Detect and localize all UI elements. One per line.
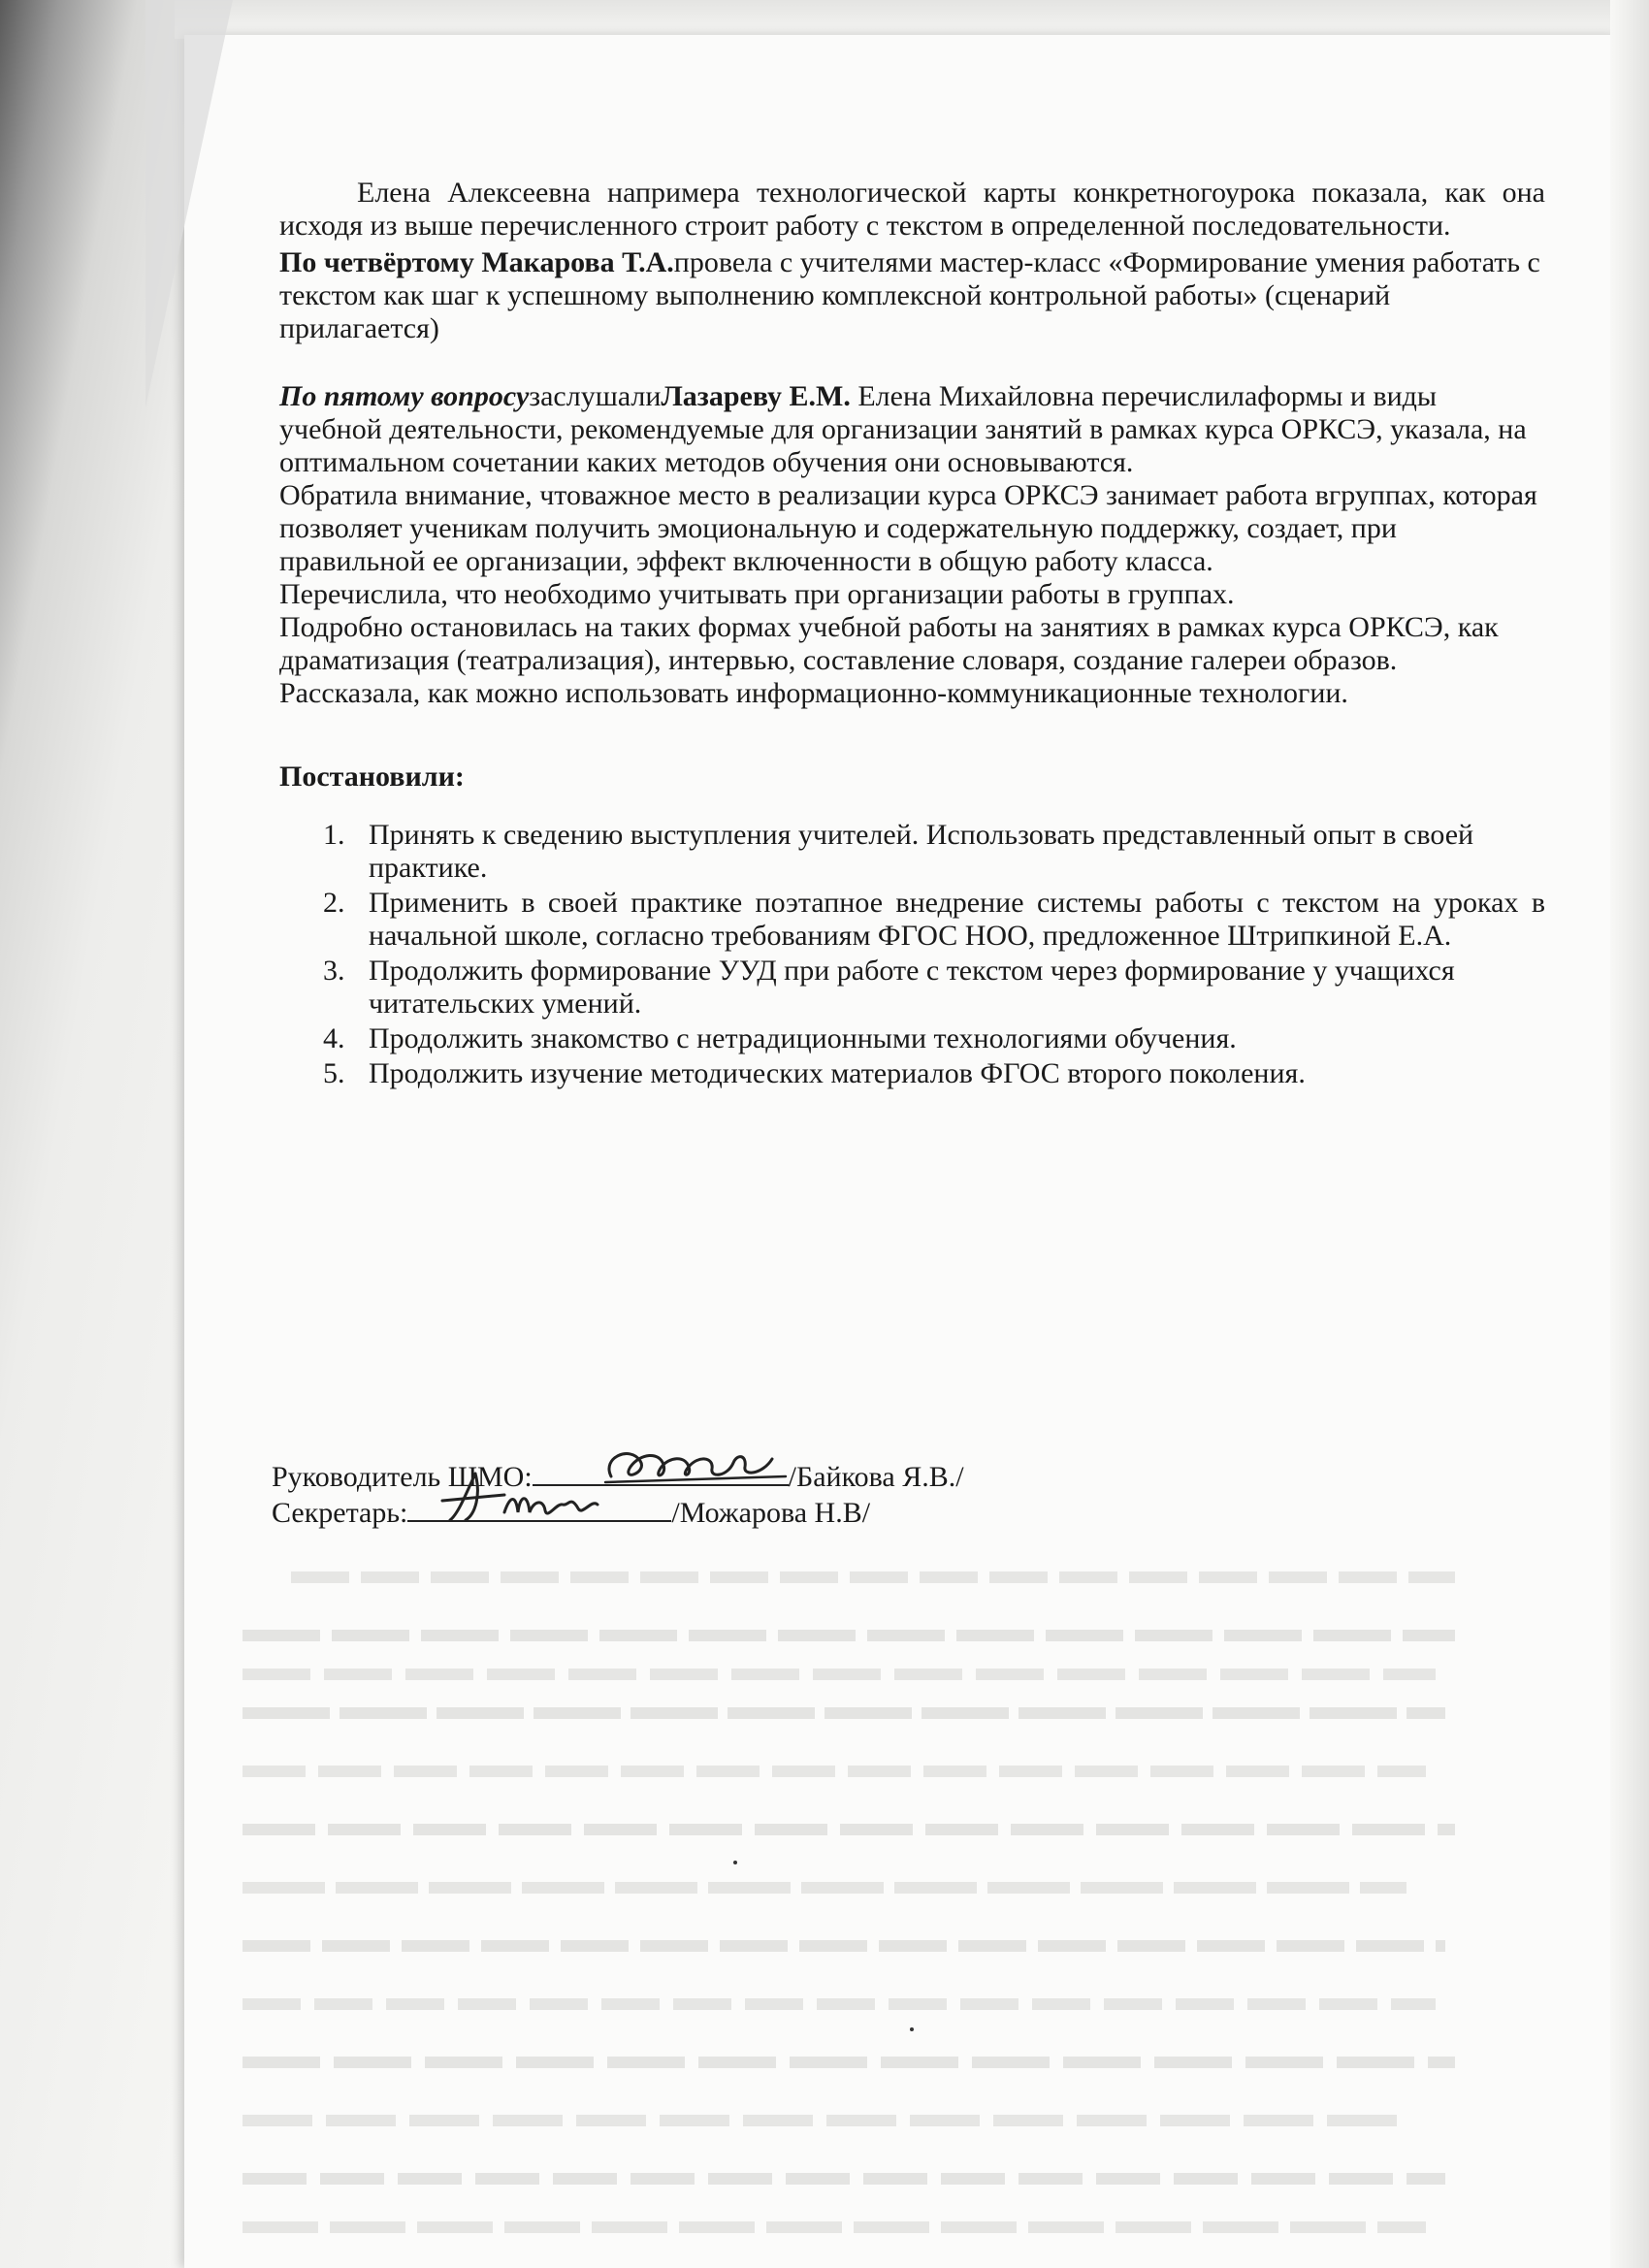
page-right-edge xyxy=(1610,0,1649,2268)
secretary-handwritten-signature xyxy=(436,1466,611,1528)
paragraph-work-forms: Подробно остановилась на таких формах учебной работы на занятиях в рамках курса ОРКСЭ, как драматизация (театрализация), интервью, составление словаря, создание галереи образов. Рассказала, как можно использовать информационно-коммуникационные технологии. xyxy=(279,611,1499,709)
folded-corner xyxy=(146,0,233,407)
signature-block xyxy=(272,1459,964,1531)
paragraph-fifth-question xyxy=(279,380,1545,479)
speaker-name: Лазареву Е.М. xyxy=(661,380,851,412)
decision-item-number: 3. xyxy=(323,955,345,987)
decision-item-text: Принять к сведению выступления учителей. Использовать представленный опыт в своей практике. xyxy=(369,819,1474,884)
scan-speck xyxy=(910,2027,914,2031)
head-handwritten-signature xyxy=(592,1438,805,1496)
document-body xyxy=(279,177,1545,1092)
decision-list xyxy=(279,819,1545,1090)
decision-item-number: 1. xyxy=(323,819,345,851)
paragraph-fourth-question xyxy=(279,246,1545,345)
decision-item xyxy=(279,819,1545,885)
decision-item-number: 2. xyxy=(323,887,345,919)
paragraph-group-conditions: Перечислила, что необходимо учитывать при организации работы в группах. xyxy=(279,578,1235,610)
head-signature-line xyxy=(272,1459,964,1495)
decision-item-text: Продолжить знакомство с нетрадиционными технологиями обучения. xyxy=(369,1022,1237,1054)
page-top-edge xyxy=(175,0,1649,39)
paragraph-group-work: Обратила внимание, чтоважное место в реализации курса ОРКСЭ занимает работа вгруппах, которая позволяет ученикам получить эмоциональную и содержательную поддержку, создает, при правильной ее организации, эффект включенности в общую работу класса. xyxy=(279,479,1537,577)
decision-item-text: Продолжить формирование УУД при работе с текстом через формирование у учащихся читательских умений. xyxy=(369,955,1455,1020)
decision-item xyxy=(279,887,1545,953)
secretary-signature-line xyxy=(272,1495,964,1531)
decision-item-number: 5. xyxy=(323,1057,345,1089)
fifth-question-lead: По пятому вопросу xyxy=(279,380,530,412)
secretary-label: Секретарь: xyxy=(272,1497,408,1529)
fourth-question-text: провела с учителями мастер-класс «Формирование умения работать с текстом как шаг к успешному выполнению комплексной контрольной работы» (сценарий прилагается) xyxy=(279,246,1540,344)
head-label: Руководитель ШМО: xyxy=(272,1461,533,1493)
head-name: /Байкова Я.В./ xyxy=(788,1461,964,1493)
fifth-question-verb: заслушали xyxy=(529,380,662,412)
scan-speck xyxy=(733,1861,737,1864)
secretary-name: /Можарова Н.В/ xyxy=(671,1497,871,1529)
paragraph-technology-map: Елена Алексеевна напримера технологической карты конкретногоурока показала, как она исходя из выше перечисленного строит работу с текстом в определенной последовательности. xyxy=(279,177,1545,242)
decision-item xyxy=(279,1057,1545,1090)
decision-heading: Постановили: xyxy=(279,761,465,793)
fourth-question-lead: По четвёртому Макарова Т.А. xyxy=(279,246,674,278)
decision-item-text: Продолжить изучение методических материалов ФГОС второго поколения. xyxy=(369,1057,1306,1089)
decision-item-text: Применить в своей практике поэтапное внедрение системы работы с текстом на уроках в начальной школе, согласно требованиям ФГОС НОО, предложенное Штрипкиной Е.А. xyxy=(369,887,1545,952)
fifth-question-text: Елена Михайловна перечислилаформы и виды учебной деятельности, рекомендуемые для организации занятий в рамках курса ОРКСЭ, указала, на оптимальном сочетании каких методов обучения они основываются. xyxy=(279,380,1527,478)
decision-item xyxy=(279,1022,1545,1055)
decision-item xyxy=(279,955,1545,1021)
decision-item-number: 4. xyxy=(323,1022,345,1054)
